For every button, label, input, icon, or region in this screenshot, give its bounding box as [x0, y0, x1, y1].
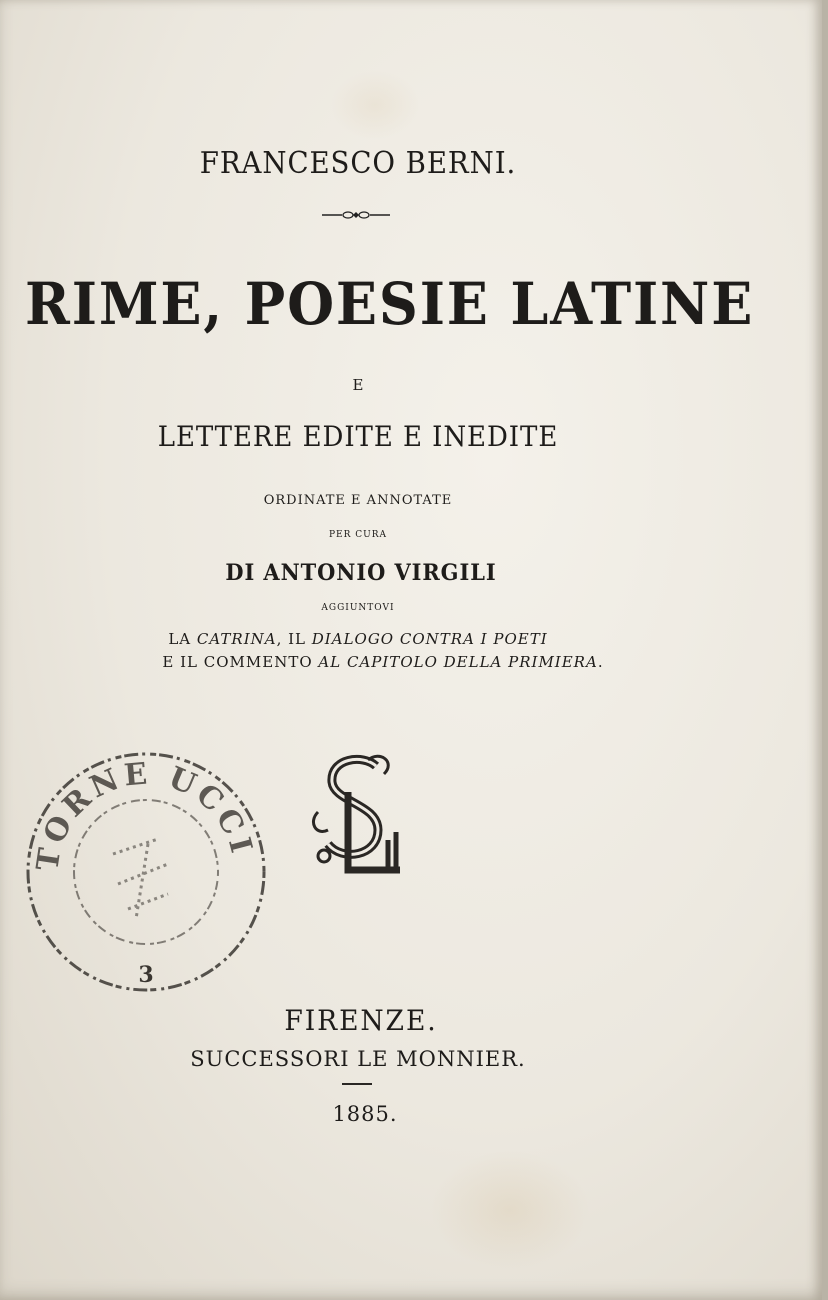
- title-conjunction: E: [352, 376, 364, 394]
- publisher-name: SUCCESSORI LE MONNIER.: [190, 1047, 526, 1071]
- library-stamp: [18, 744, 274, 1000]
- stamp-text: TORNE UCCI: [30, 756, 260, 874]
- book-subtitle: LETTERE EDITE E INEDITE: [157, 420, 559, 453]
- text-segment: , IL: [276, 630, 312, 648]
- text-segment: .: [597, 653, 604, 671]
- editor-name: DI ANTONIO VIRGILI: [225, 560, 497, 586]
- paper-stain: [430, 1150, 590, 1270]
- contents-line-1: [0, 630, 716, 648]
- text-segment: E IL COMMENTO: [162, 653, 319, 671]
- italic-segment: AL CAPITOLO DELLA PRIMIERA: [318, 653, 598, 671]
- publication-city: FIRENZE.: [284, 1004, 438, 1037]
- ordinate-line: ORDINATE E ANNOTATE: [263, 493, 453, 508]
- paper-stain: [330, 70, 420, 140]
- publisher-monogram-icon: [308, 752, 408, 882]
- author-name: FRANCESCO BERNI.: [199, 146, 517, 181]
- italic-segment: DIALOGO CONTRA I POETI: [311, 630, 548, 648]
- publication-year: 1885.: [332, 1102, 398, 1126]
- text-segment: LA: [168, 630, 197, 648]
- book-title: RIME, POESIE LATINE: [25, 270, 755, 338]
- rule-divider: [342, 1083, 372, 1085]
- stamp-number: 3: [138, 962, 154, 988]
- contents-line-2: [0, 653, 766, 671]
- italic-segment: CATRINA: [196, 630, 277, 648]
- ornament-divider-icon: [322, 208, 390, 222]
- per-cura-line: PER CURA: [328, 530, 387, 540]
- aggiuntovi-line: AGGIUNTOVI: [321, 603, 395, 613]
